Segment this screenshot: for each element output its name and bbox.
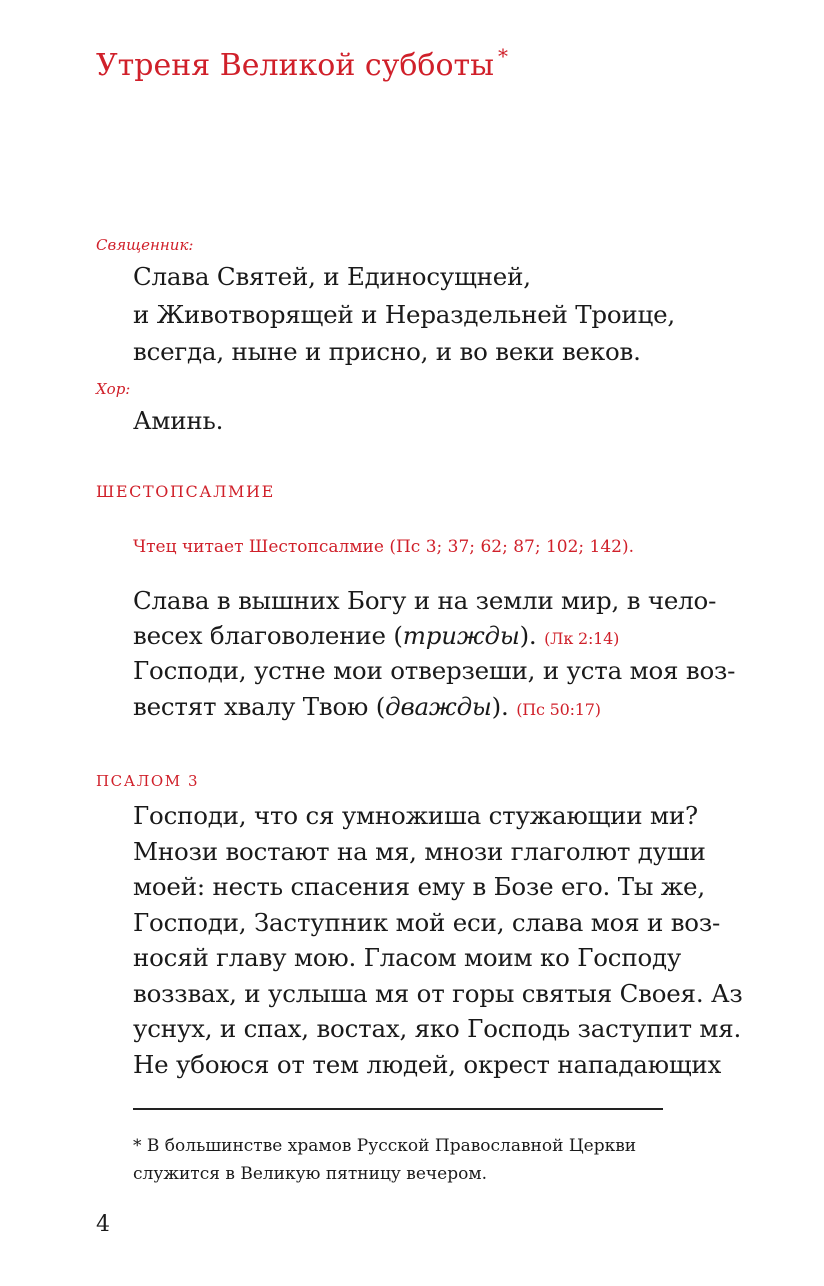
section-heading-shestopsalmie: ШЕСТОПСАЛМИЕ	[96, 482, 275, 501]
text-line: уснух, и спах, востах, яко Господь заступит мя.	[133, 1014, 742, 1043]
page-title-text: Утреня Великой субботы	[96, 48, 494, 83]
role-choir: Хор:	[96, 380, 131, 398]
text-line: моей: несть спасения ему в Бозе его. Ты же,	[133, 872, 705, 901]
text-line-with-ref	[133, 621, 619, 650]
page-number: 4	[96, 1212, 110, 1237]
text-line: Аминь.	[133, 406, 224, 435]
title-footnote-mark: *	[498, 44, 508, 68]
text-line: всегда, ныне и присно, и во веки веков.	[133, 337, 641, 366]
italic-word: трижды	[402, 621, 520, 650]
footnote-line	[133, 1136, 636, 1156]
footnote-divider	[133, 1108, 663, 1110]
section-heading-psalm-3: ПСАЛОМ 3	[96, 772, 200, 790]
scripture-reference: (Лк 2:14)	[544, 629, 620, 648]
text-line: и Животворящей и Нераздельней Троице,	[133, 300, 675, 329]
text-segment: ).	[519, 621, 537, 650]
text-line: Господи, Заступник мой еси, слава моя и воз-	[133, 908, 721, 937]
page-title	[96, 44, 508, 83]
footnote-text: В большинстве храмов Русской Православной Церкви	[141, 1136, 637, 1156]
text-segment: ).	[491, 692, 509, 721]
italic-word: дважды	[385, 692, 492, 721]
footnote-line: служится в Великую пятницу вечером.	[133, 1164, 487, 1184]
text-line: Мнози востают на мя, мнози глаголют души	[133, 837, 706, 866]
text-line: Не убоюся от тем людей, окрест нападающих	[133, 1050, 722, 1079]
text-line: Господи, что ся умножиша стужающии ми?	[133, 801, 698, 830]
text-line: Слава Святей, и Единосущней,	[133, 262, 531, 291]
scripture-reference: (Пс 50:17)	[516, 700, 601, 719]
text-line: носяй главу мою. Гласом моим ко Господу	[133, 943, 682, 972]
rubric-text: Чтец читает Шестопсалмие (Пс 3; 37; 62; 87; 102; 142).	[133, 537, 635, 557]
text-segment: вестят хвалу Твою (	[133, 692, 386, 721]
text-line: воззвах, и услыша мя от горы святыя Своея. Аз	[133, 979, 743, 1008]
footnote-mark: *	[133, 1136, 142, 1156]
text-line: Слава в вышних Богу и на земли мир, в чело-	[133, 586, 717, 615]
text-line: Господи, устне мои отверзеши, и уста моя воз-	[133, 656, 736, 685]
text-line-with-ref	[133, 692, 601, 721]
role-priest: Священник:	[96, 236, 194, 254]
text-segment: веcех благоволение (	[133, 621, 403, 650]
